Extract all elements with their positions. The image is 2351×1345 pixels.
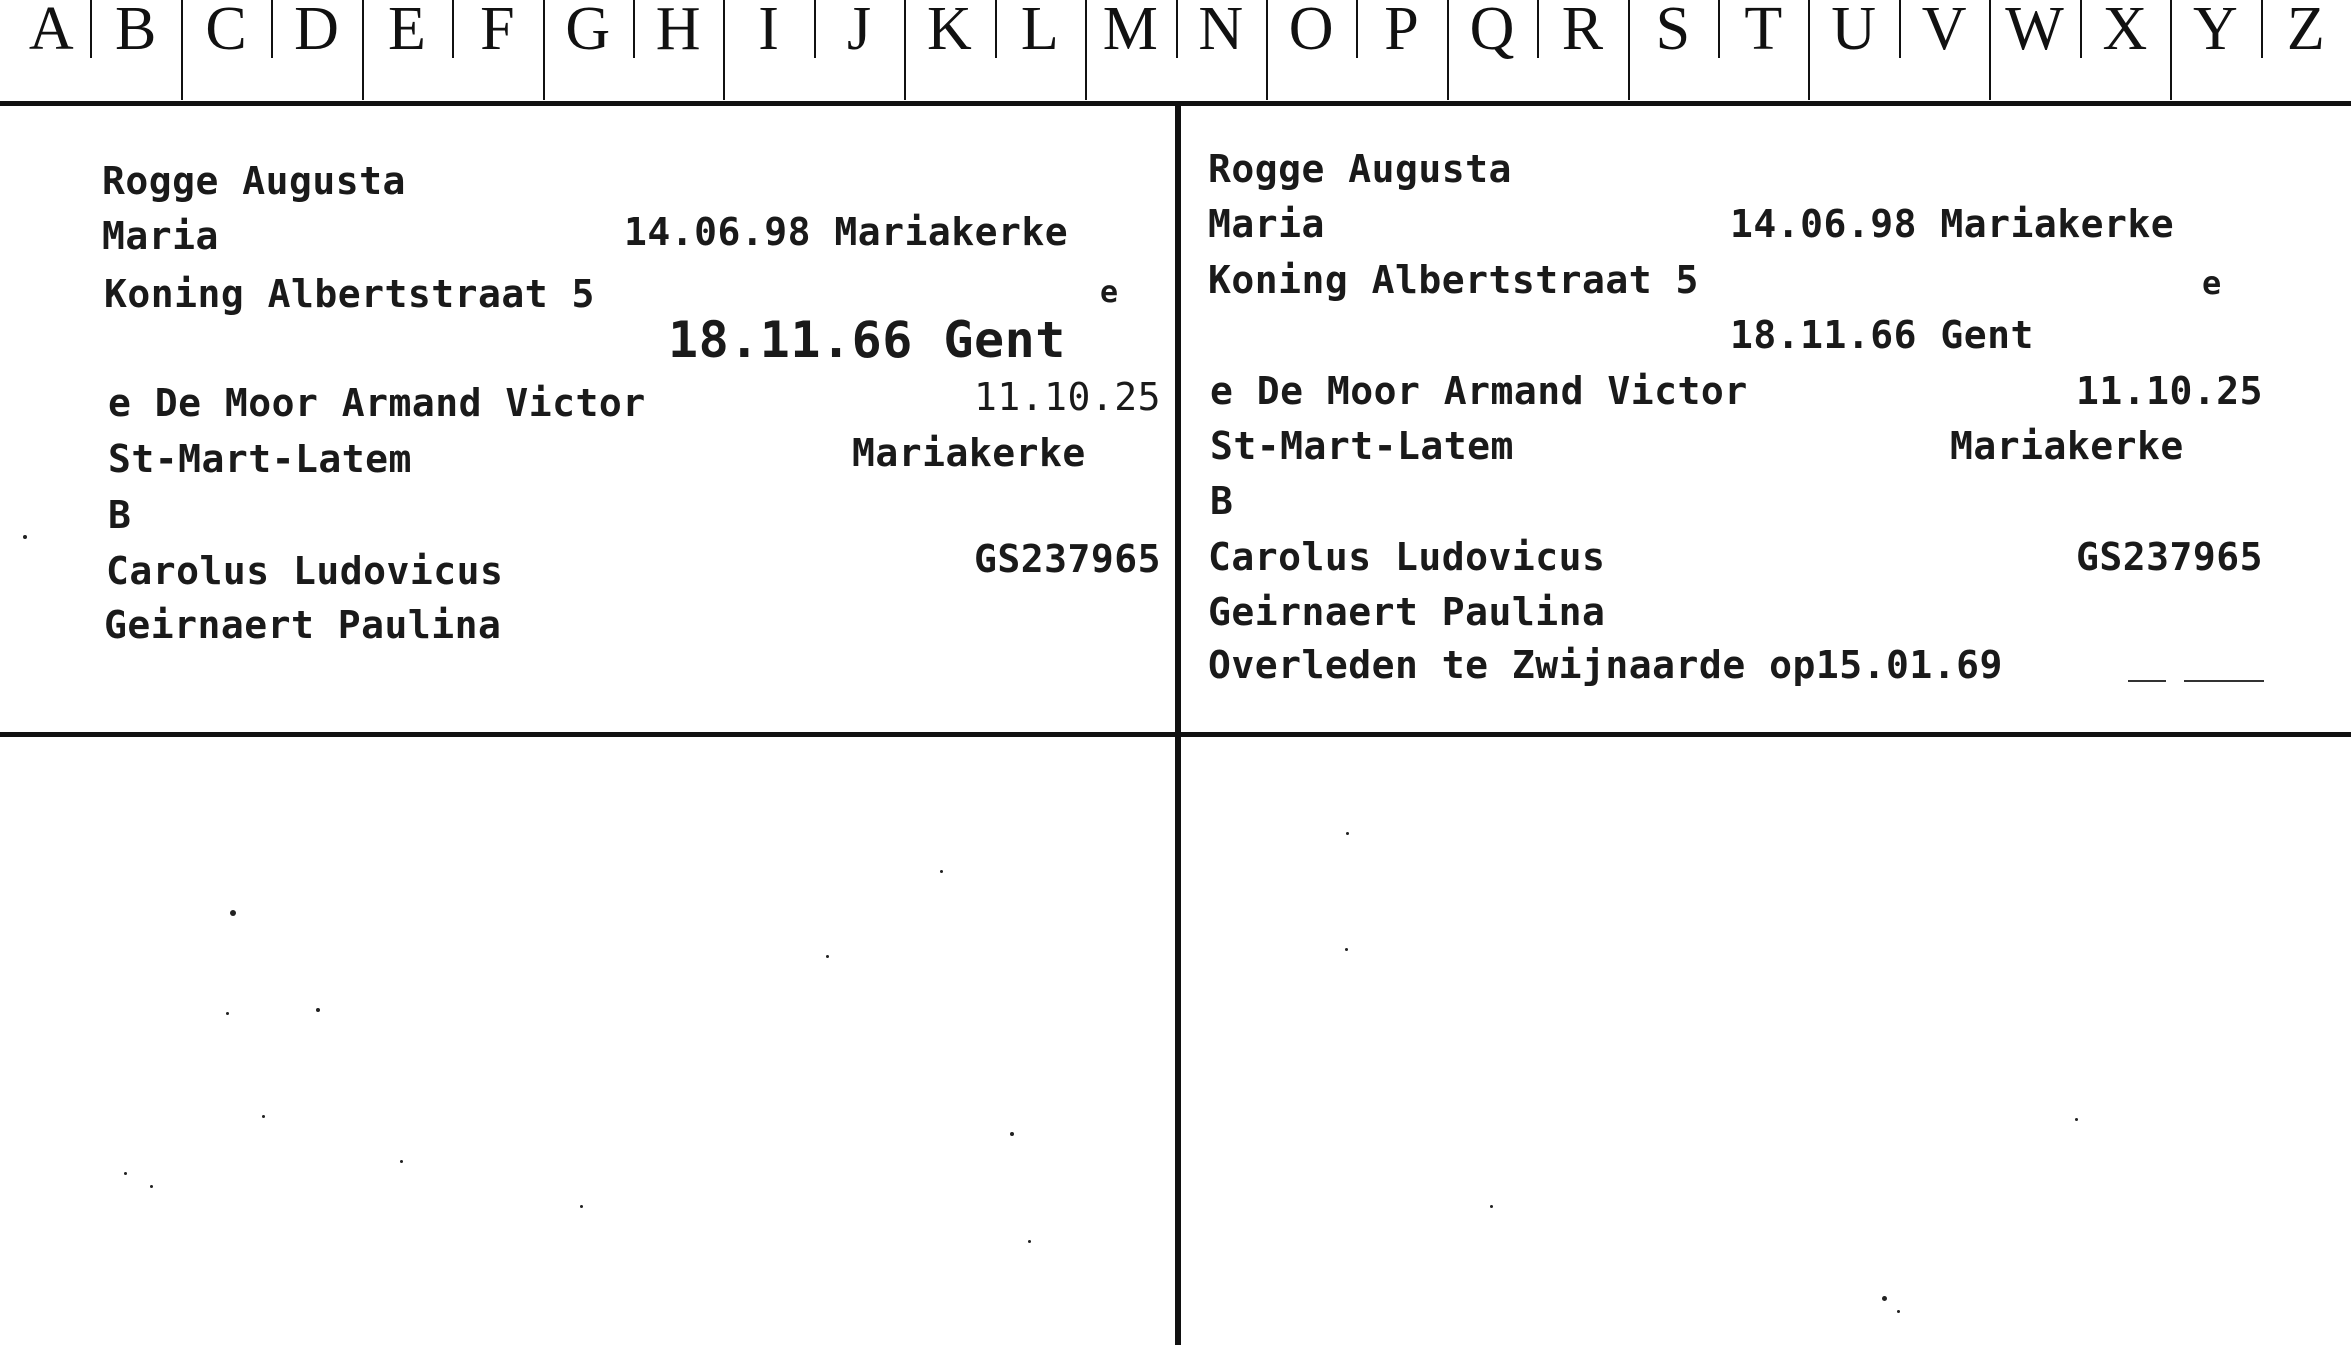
address: Koning Albertstraat 5 [1208, 258, 1699, 302]
index-letter-n: N [1198, 0, 1244, 63]
index-letter-y: Y [2192, 0, 2238, 63]
index-letter-p: P [1384, 0, 1419, 63]
index-letter-x: X [2102, 0, 2148, 63]
address: Koning Albertstraat 5 [104, 272, 595, 316]
scan-speck [940, 870, 943, 873]
index-separator [2170, 0, 2172, 100]
mother-name: Geirnaert Paulina [104, 603, 502, 647]
index-separator [1718, 0, 1720, 58]
index-letter-e: E [387, 0, 426, 63]
index-letter-z: Z [2286, 0, 2325, 63]
index-letter-f: F [480, 0, 515, 63]
index-separator [1176, 0, 1178, 58]
index-letter-w: W [2005, 0, 2064, 63]
index-letter-l: L [1020, 0, 1059, 63]
card-horizontal-divider [0, 732, 2351, 737]
scan-speck [230, 910, 236, 916]
second-name: Maria [1208, 202, 1325, 246]
index-separator [452, 0, 454, 58]
index-letter-b: B [114, 0, 157, 63]
index-separator [1085, 0, 1087, 100]
index-letter-a: A [28, 0, 74, 63]
spouse: e De Moor Armand Victor [108, 381, 646, 425]
spouse-place-2: Mariakerke [852, 431, 1086, 475]
birth-date-place: 14.06.98 Mariakerke [624, 210, 1069, 254]
index-separator [1447, 0, 1449, 100]
spouse: e De Moor Armand Victor [1210, 369, 1748, 413]
index-separator [2261, 0, 2263, 58]
index-separator [814, 0, 816, 58]
index-separator [543, 0, 545, 100]
index-letter-u: U [1831, 0, 1877, 63]
registration-date-place: 18.11.66 Gent [1730, 313, 2034, 357]
scan-speck [1897, 1310, 1900, 1313]
birth-date-place: 14.06.98 Mariakerke [1730, 202, 2175, 246]
nationality: B [1210, 479, 1234, 523]
scan-speck [580, 1205, 583, 1208]
index-letter-r: R [1561, 0, 1604, 63]
scan-speck [124, 1172, 127, 1175]
index-separator [1989, 0, 1991, 100]
index-letter-c: C [205, 0, 247, 63]
index-separator [633, 0, 635, 58]
spouse-place: St-Mart-Latem [1210, 424, 1514, 468]
index-separator [362, 0, 364, 100]
registration-date-place: 18.11.66 Gent [668, 311, 1066, 369]
index-separator [995, 0, 997, 58]
reference-number: GS237965 [974, 537, 1162, 581]
index-separator [271, 0, 273, 58]
nationality: B [108, 493, 132, 537]
index-separator [1537, 0, 1539, 58]
scan-speck [226, 1012, 229, 1015]
index-letter-d: D [294, 0, 339, 63]
index-separator [1628, 0, 1630, 100]
index-letter-v: V [1921, 0, 1967, 63]
index-letter-o: O [1288, 0, 1334, 63]
scan-speck [1882, 1296, 1887, 1301]
index-letter-t: T [1744, 0, 1783, 63]
scan-speck [400, 1160, 403, 1163]
index-letter-h: H [655, 0, 701, 63]
index-separator [904, 0, 906, 100]
scan-speck [23, 535, 27, 539]
index-letter-m: M [1102, 0, 1158, 63]
mother-name: Geirnaert Paulina [1208, 590, 1606, 634]
address-mark: e [1100, 275, 1119, 310]
name-line: Rogge Augusta [1208, 147, 1512, 191]
scan-speck [262, 1115, 265, 1118]
spouse-place: St-Mart-Latem [108, 437, 412, 481]
death-note: Overleden te Zwijnaarde op15.01.69 [1208, 643, 2003, 687]
scan-speck [1028, 1240, 1031, 1243]
index-letter-s: S [1655, 0, 1691, 63]
scan-speck [1345, 948, 1348, 951]
reference-number: GS237965 [2076, 535, 2264, 579]
scan-speck [150, 1185, 153, 1188]
scan-speck [1346, 832, 1349, 835]
index-separator [1266, 0, 1268, 100]
index-letter-i: I [758, 0, 779, 63]
ink-dash [2184, 680, 2264, 682]
spouse-date: 11.10.25 [974, 375, 1162, 419]
index-separator [2080, 0, 2082, 58]
index-letter-q: Q [1469, 0, 1515, 63]
alphabet-index-bar [0, 0, 2351, 106]
scan-speck [316, 1008, 320, 1012]
index-letter-g: G [565, 0, 611, 63]
index-separator [1356, 0, 1358, 58]
scan-speck [1010, 1132, 1014, 1136]
father-name: Carolus Ludovicus [1208, 535, 1606, 579]
index-letters [0, 0, 2351, 100]
index-separator [1899, 0, 1901, 58]
ink-dash [2128, 680, 2166, 682]
scan-speck [1490, 1205, 1493, 1208]
index-separator [1808, 0, 1810, 100]
card-vertical-divider [1175, 106, 1181, 1345]
index-separator [181, 0, 183, 100]
name-line: Rogge Augusta [102, 159, 406, 203]
father-name: Carolus Ludovicus [106, 549, 504, 593]
second-name: Maria [102, 214, 219, 258]
spouse-date: 11.10.25 [2076, 369, 2264, 413]
scan-speck [2075, 1118, 2078, 1121]
address-mark: e [2202, 264, 2222, 302]
index-letter-k: K [927, 0, 972, 63]
index-letter-j: J [846, 0, 872, 63]
index-separator [723, 0, 725, 100]
index-separator [90, 0, 92, 58]
spouse-place-2: Mariakerke [1950, 424, 2184, 468]
scan-speck [826, 955, 829, 958]
